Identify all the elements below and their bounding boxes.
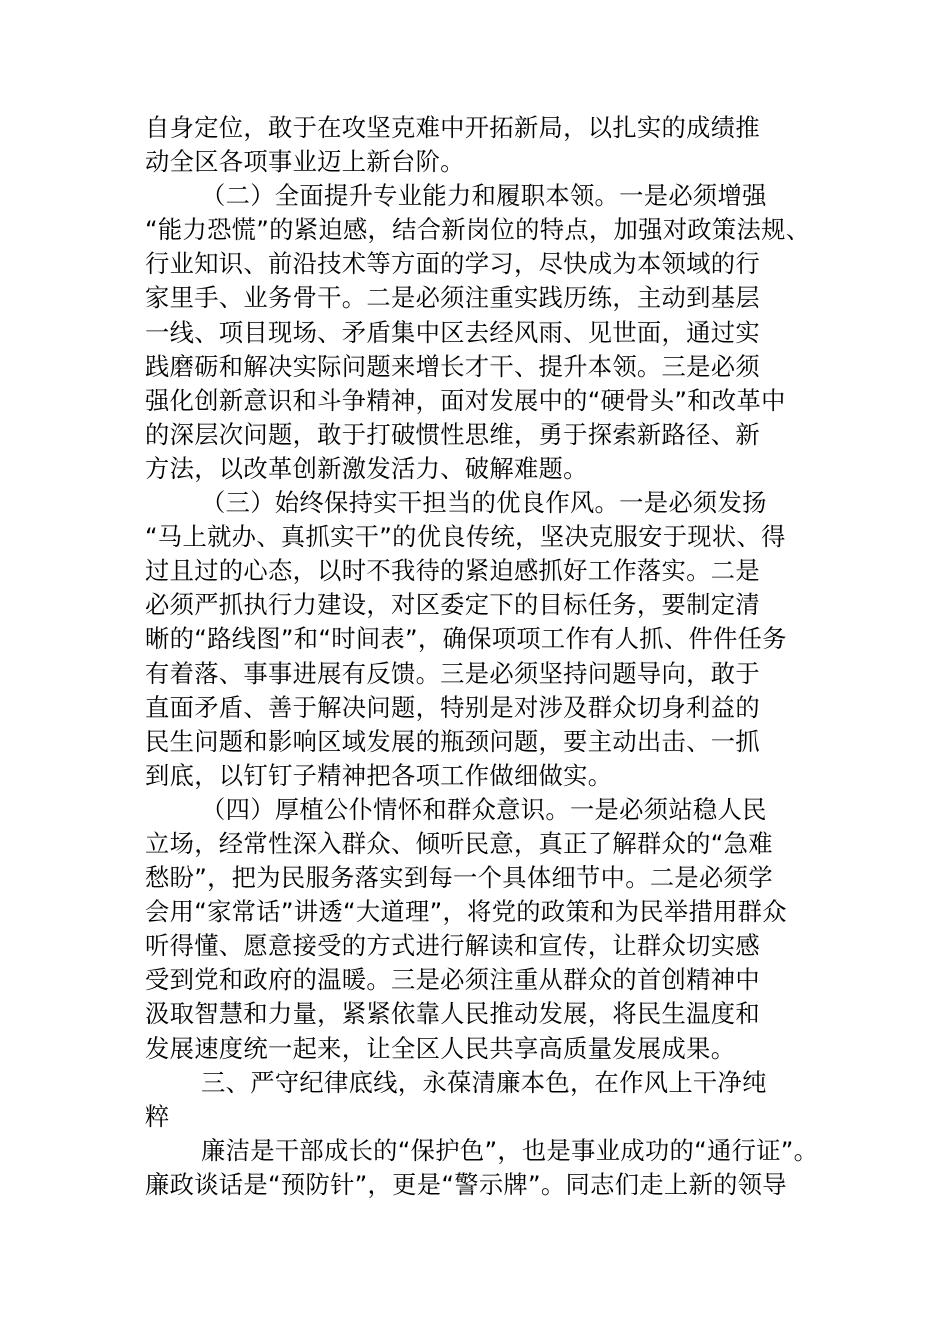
text-line: 廉洁是干部成长的“保护色”，也是事业成功的“通行证”。 xyxy=(201,1135,819,1165)
text-line: 行业知识、前沿技术等方面的学习，尽快成为本领域的行 xyxy=(145,249,760,279)
text-line: “马上就办、真抓实干”的优良传统，坚决克服安于现状、得 xyxy=(145,522,786,552)
text-line: 发展速度统一起来，让全区人民共享高质量发展成果。 xyxy=(145,1033,736,1063)
text-line: 的深层次问题，敢于打破惯性思维，勇于探索新路径、新 xyxy=(145,419,760,449)
text-line: 立场，经常性深入群众、倾听民意，真正了解群众的“急难 xyxy=(145,828,773,858)
section-heading-4: （四）厚植公仆情怀和群众意识。一是必须站稳人民 xyxy=(201,794,767,824)
section-heading-3: （三）始终保持实干担当的优良作风。一是必须发扬 xyxy=(201,488,767,518)
text-line: 民生问题和影响区域发展的瓶颈问题，要主动出击、一抓 xyxy=(145,726,760,756)
text-line: 直面矛盾、善于解决问题，特别是对涉及群众切身利益的 xyxy=(145,692,760,722)
text-line: 过且过的心态，以时不我待的紧迫感抓好工作落实。二是 xyxy=(145,556,760,586)
text-line: “能力恐慌”的紧迫感，结合新岗位的特点，加强对政策法规、 xyxy=(145,215,811,245)
text-line: 愁盼”，把为民服务落实到每一个具体细节中。二是必须学 xyxy=(145,863,773,893)
text-line: 一线、项目现场、矛盾集中区去经风雨、见世面，通过实 xyxy=(145,317,760,347)
section-heading-2: （二）全面提升专业能力和履职本领。一是必须增强 xyxy=(201,181,767,211)
body-text xyxy=(145,111,825,1202)
text-line: 到底，以钉钉子精神把各项工作做细做实。 xyxy=(145,760,613,790)
text-line: 家里手、业务骨干。二是必须注重实践历练，主动到基层 xyxy=(145,283,760,313)
text-line: 强化创新意识和斗争精神，面对发展中的“硬骨头”和改革中 xyxy=(145,385,786,415)
chapter-heading-3-continued: 粹 xyxy=(145,1101,170,1131)
text-line: 会用“家常话”讲透“大道理”，将党的政策和为民举措用群众 xyxy=(145,897,787,927)
text-line: 廉政谈话是“预防针”，更是“警示牌”。同志们走上新的领导 xyxy=(145,1169,787,1199)
chapter-heading-3: 三、严守纪律底线，永葆清廉本色，在作风上干净纯 xyxy=(201,1067,767,1097)
text-line: 晰的“路线图”和“时间表”，确保项项工作有人抓、件件任务 xyxy=(145,624,787,654)
text-line: 方法，以改革创新激发活力、破解难题。 xyxy=(145,453,588,483)
text-line: 自身定位，敢于在攻坚克难中开拓新局，以扎实的成绩推 xyxy=(145,113,760,142)
text-line: 践磨砺和解决实际问题来增长才干、提升本领。三是必须 xyxy=(145,351,760,381)
text-line: 汲取智慧和力量，紧紧依靠人民推动发展，将民生温度和 xyxy=(145,999,760,1029)
text-line: 听得懂、愿意接受的方式进行解读和宣传，让群众切实感 xyxy=(145,931,760,961)
text-line: 动全区各项事业迈上新台阶。 xyxy=(145,147,465,177)
text-line: 受到党和政府的温暖。三是必须注重从群众的首创精神中 xyxy=(145,965,760,995)
text-line: 必须严抓执行力建设，对区委定下的目标任务，要制定清 xyxy=(145,590,760,620)
text-line: 有着落、事事进展有反馈。三是必须坚持问题导向，敢于 xyxy=(145,658,760,688)
